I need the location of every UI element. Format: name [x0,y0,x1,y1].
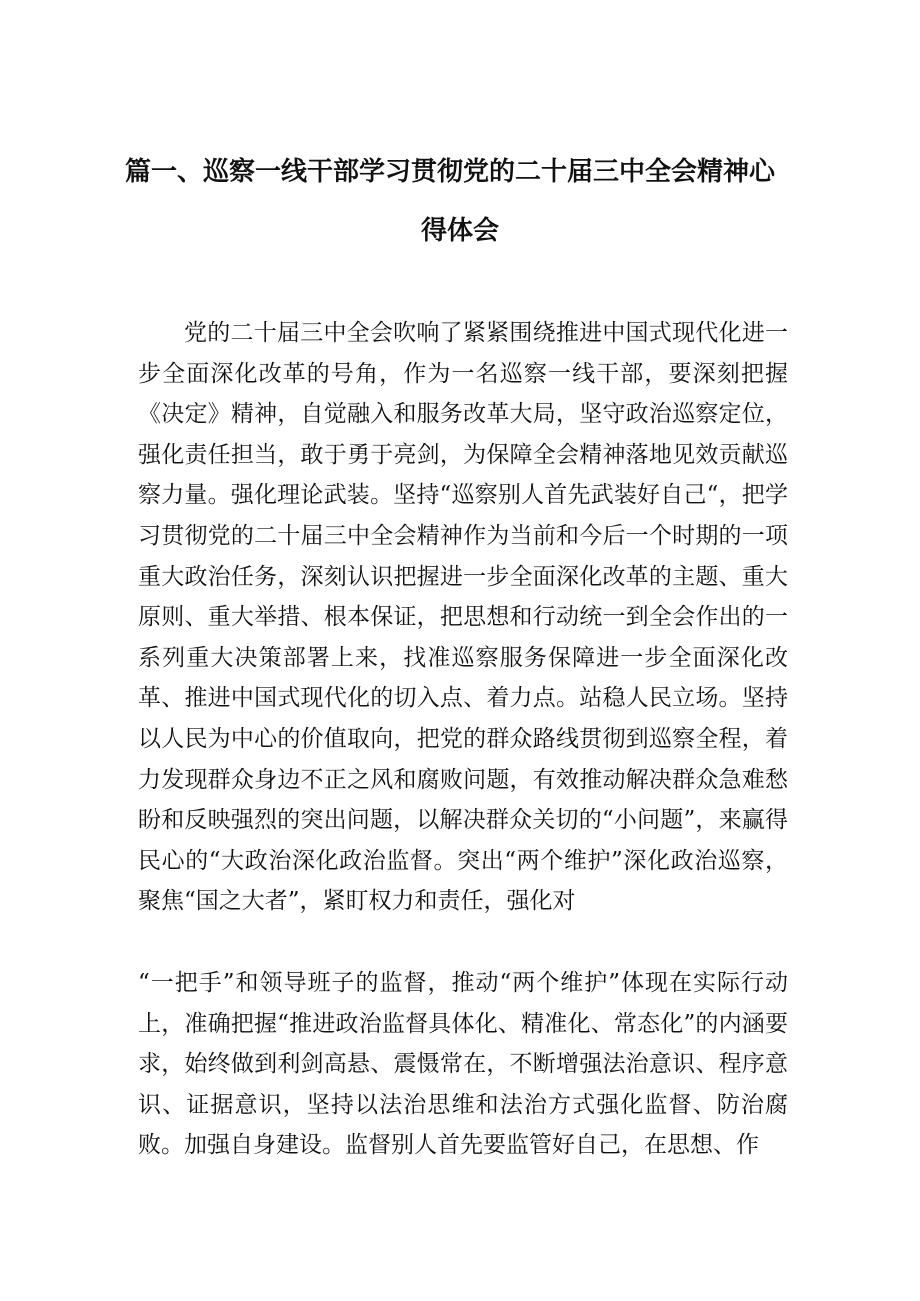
document-title-line-1: 篇一、巡察一线干部学习贯彻党的二十届三中全会精神心 [124,157,775,187]
body-paragraph-2: “一把手”和领导班子的监督，推动“两个维护”体现在实际行动上，准确把握“推进政治监督具体化、精准化、常态化”的内涵要求，始终做到利剑高悬、震慑常在，不断增强法治意识、程序意识、证据意识，坚持以法治思维和法治方式强化监督、防治腐败。加强自身建设。监督别人首先要监管好自己，在思想、作 [138,970,788,1159]
body-paragraph-1: 党的二十届三中全会吹响了紧紧围绕推进中国式现代化进一步全面深化改革的号角，作为一名巡察一线干部，要深刻把握《决定》精神，自觉融入和服务改革大局，坚守政治巡察定位，强化责任担当，敢于勇于亮剑，为保障全会精神落地见效贡献巡察力量。强化理论武装。坚持“巡察别人首先武装好自己“，把学习贯彻党的二十届三中全会精神作为当前和今后一个时期的一项重大政治任务，深刻认识把握进一步全面深化改革的主题、重大原则、重大举措、根本保证，把思想和行动统一到全会作出的一系列重大决策部署上来，找准巡察服务保障进一步全面深化改革、推进中国式现代化的切入点、着力点。站稳人民立场。坚持以人民为中心的价值取向，把党的群众路线贯彻到巡察全程，着力发现群众身边不正之风和腐败问题，有效推动解决群众急难愁盼和反映强烈的突出问题，以解决群众关切的“小问题”，来赢得民心的“大政治深化政治监督。突出“两个维护”深化政治巡察，聚焦“国之大者”，紧盯权力和责任，强化对 [138,320,788,915]
document-title-line-2: 得体会 [420,216,499,246]
